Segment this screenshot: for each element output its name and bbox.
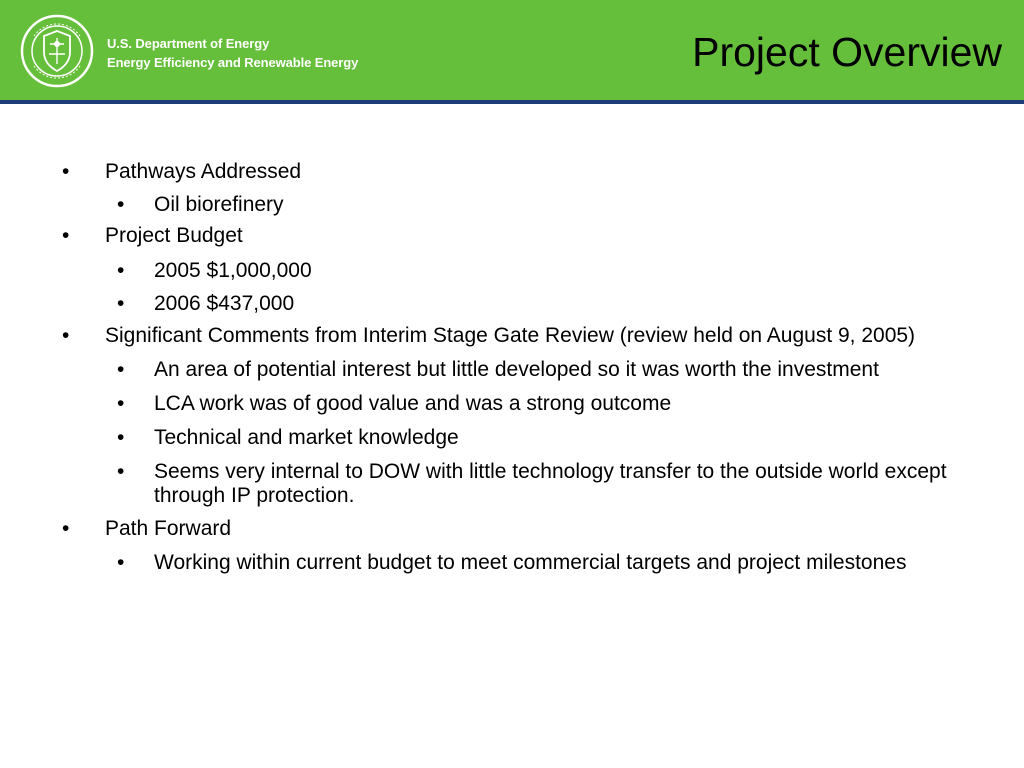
bullet-text: An area of potential interest but little developed so it was worth the investment (154, 358, 879, 381)
bullet-marker: • (117, 358, 125, 381)
bullet-text: 2005 $1,000,000 (154, 259, 312, 282)
bullet-marker: • (117, 551, 125, 574)
bullet-text: Seems very internal to DOW with little technology transfer to the outside world except through IP protection. (154, 460, 947, 507)
bullet-text: Pathways Addressed (105, 160, 302, 183)
bullet-marker: • (62, 224, 70, 247)
agency-name (107, 34, 358, 72)
sub-bullet-item (0, 460, 954, 508)
slide-title: Project Overview (692, 29, 1002, 75)
bullet-text: LCA work was of good value and was a strong outcome (154, 392, 672, 415)
bullet-marker: • (117, 292, 125, 315)
sub-bullet-item (0, 358, 954, 382)
bullet-text: Path Forward (105, 517, 232, 540)
bullet-text: Project Budget (105, 224, 243, 247)
bullet-text: Technical and market knowledge (154, 426, 459, 449)
bullet-marker: • (117, 392, 125, 415)
bullet-text: Significant Comments from Interim Stage Gate Review (review held on August 9, 2005) (105, 324, 916, 347)
bullet-text: Oil biorefinery (154, 193, 284, 216)
bullet-marker: • (117, 259, 125, 282)
bullet-marker: • (117, 193, 125, 216)
doe-seal-icon (20, 14, 94, 88)
sub-bullet-item (0, 193, 954, 217)
bullet-marker: • (117, 426, 125, 449)
sub-bullet-item (0, 551, 954, 575)
sub-bullet-item (0, 392, 954, 416)
bullet-item (0, 224, 925, 248)
bullet-item (0, 160, 925, 184)
bullet-item (0, 324, 925, 348)
agency-line-1: U.S. Department of Energy (107, 36, 270, 51)
header-bar (0, 0, 1024, 100)
bullet-marker: • (62, 324, 70, 347)
bullet-list (0, 160, 1024, 575)
bullet-text: 2006 $437,000 (154, 292, 295, 315)
header-divider (0, 100, 1024, 104)
sub-bullet-item (0, 426, 954, 450)
bullet-text: Working within current budget to meet commercial targets and project milestones (154, 551, 907, 574)
sub-bullet-item (0, 259, 954, 283)
bullet-marker: • (62, 517, 70, 540)
agency-line-2: Energy Efficiency and Renewable Energy (107, 55, 359, 70)
bullet-marker: • (62, 160, 70, 183)
sub-bullet-item (0, 292, 954, 316)
bullet-marker: • (117, 460, 125, 483)
bullet-item (0, 517, 925, 541)
